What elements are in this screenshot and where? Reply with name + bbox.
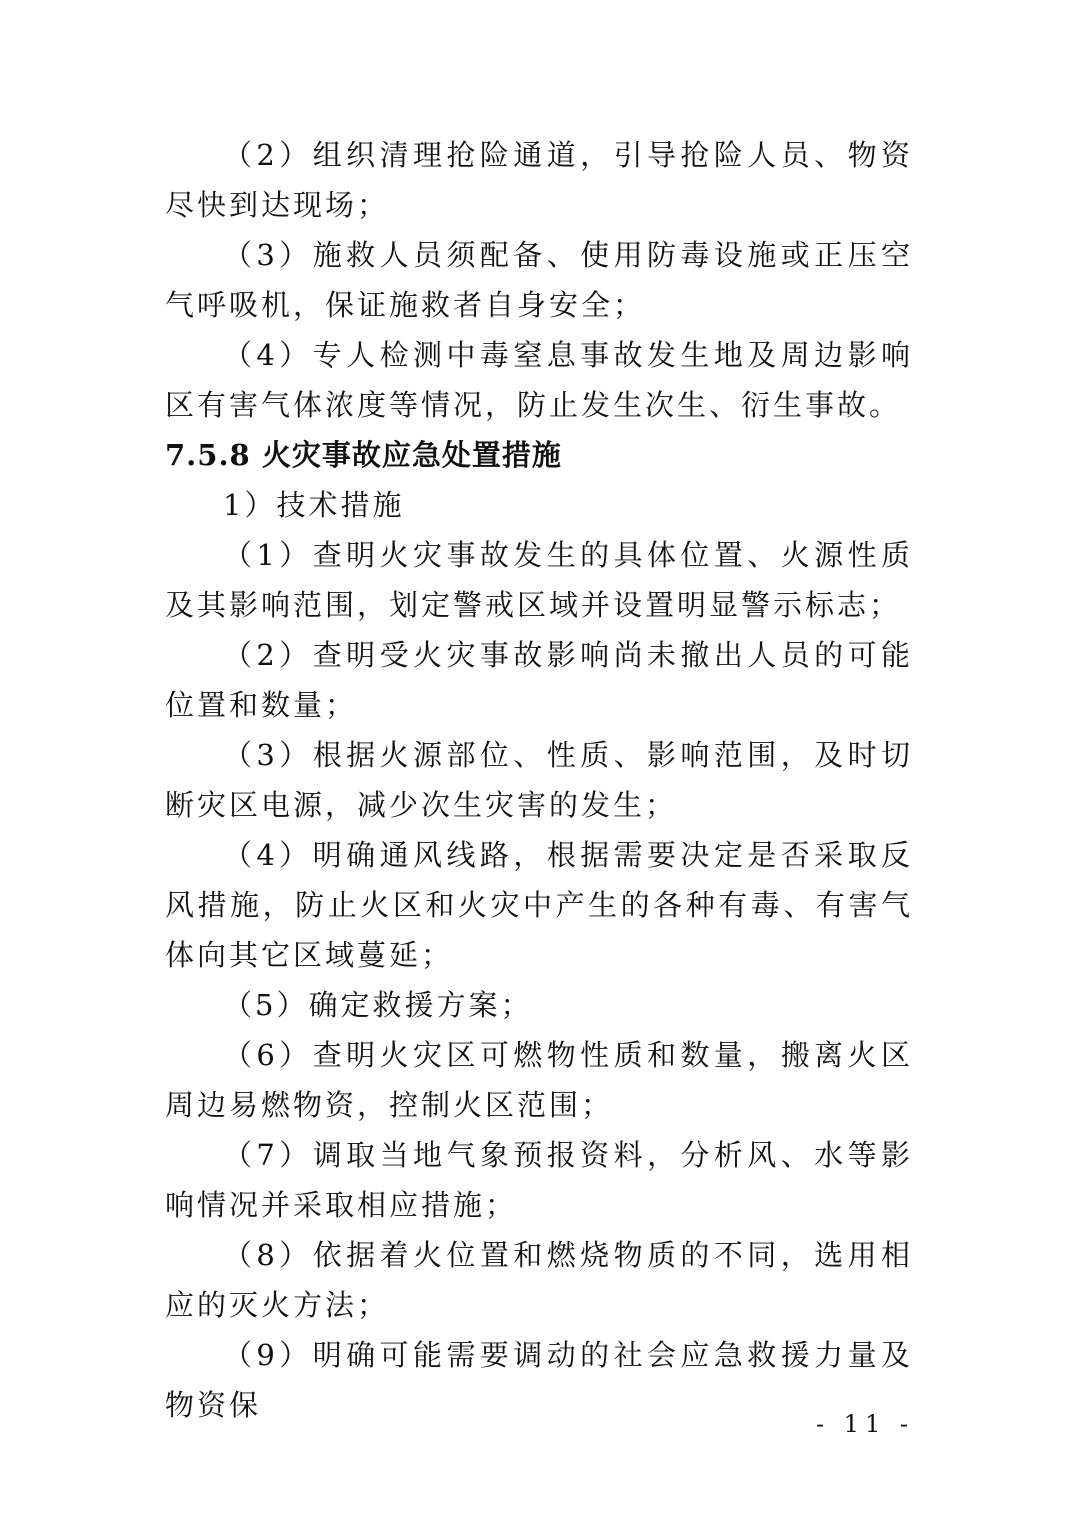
paragraph: （2）组织清理抢险通道，引导抢险人员、物资尽快到达现场；: [165, 138, 913, 222]
page-number: - 11 -: [815, 1410, 914, 1438]
page-body: [165, 130, 913, 1430]
list-item: （2）查明受火灾事故影响尚未撤出人员的可能位置和数量；: [165, 638, 913, 722]
list-item: （9）明确可能需要调动的社会应急救援力量及物资保: [165, 1338, 913, 1422]
paragraph: （4）专人检测中毒窒息事故发生地及周边影响区有害气体浓度等情况，防止发生次生、衍生事故。: [165, 338, 913, 422]
subheading: 1）技术措施: [223, 488, 405, 522]
list-item: （4）明确通风线路，根据需要决定是否采取反风措施，防止火区和火灾中产生的各种有毒、有害气体向其它区域蔓延；: [165, 838, 913, 972]
list-item: （1）查明火灾事故发生的具体位置、火源性质及其影响范围，划定警戒区域并设置明显警示标志；: [165, 538, 913, 622]
paragraph: （3）施救人员须配备、使用防毒设施或正压空气呼吸机，保证施救者自身安全；: [165, 238, 913, 322]
list-item: （5）确定救援方案；: [223, 988, 533, 1022]
list-item: （8）依据着火位置和燃烧物质的不同，选用相应的灭火方法；: [165, 1238, 913, 1322]
list-item: （6）查明火灾区可燃物性质和数量，搬离火区周边易燃物资，控制火区范围；: [165, 1038, 913, 1122]
list-item: （3）根据火源部位、性质、影响范围，及时切断灾区电源，减少次生灾害的发生；: [165, 738, 913, 822]
section-heading: 7.5.8 火灾事故应急处置措施: [165, 438, 562, 472]
list-item: （7）调取当地气象预报资料，分析风、水等影响情况并采取相应措施；: [165, 1138, 913, 1222]
